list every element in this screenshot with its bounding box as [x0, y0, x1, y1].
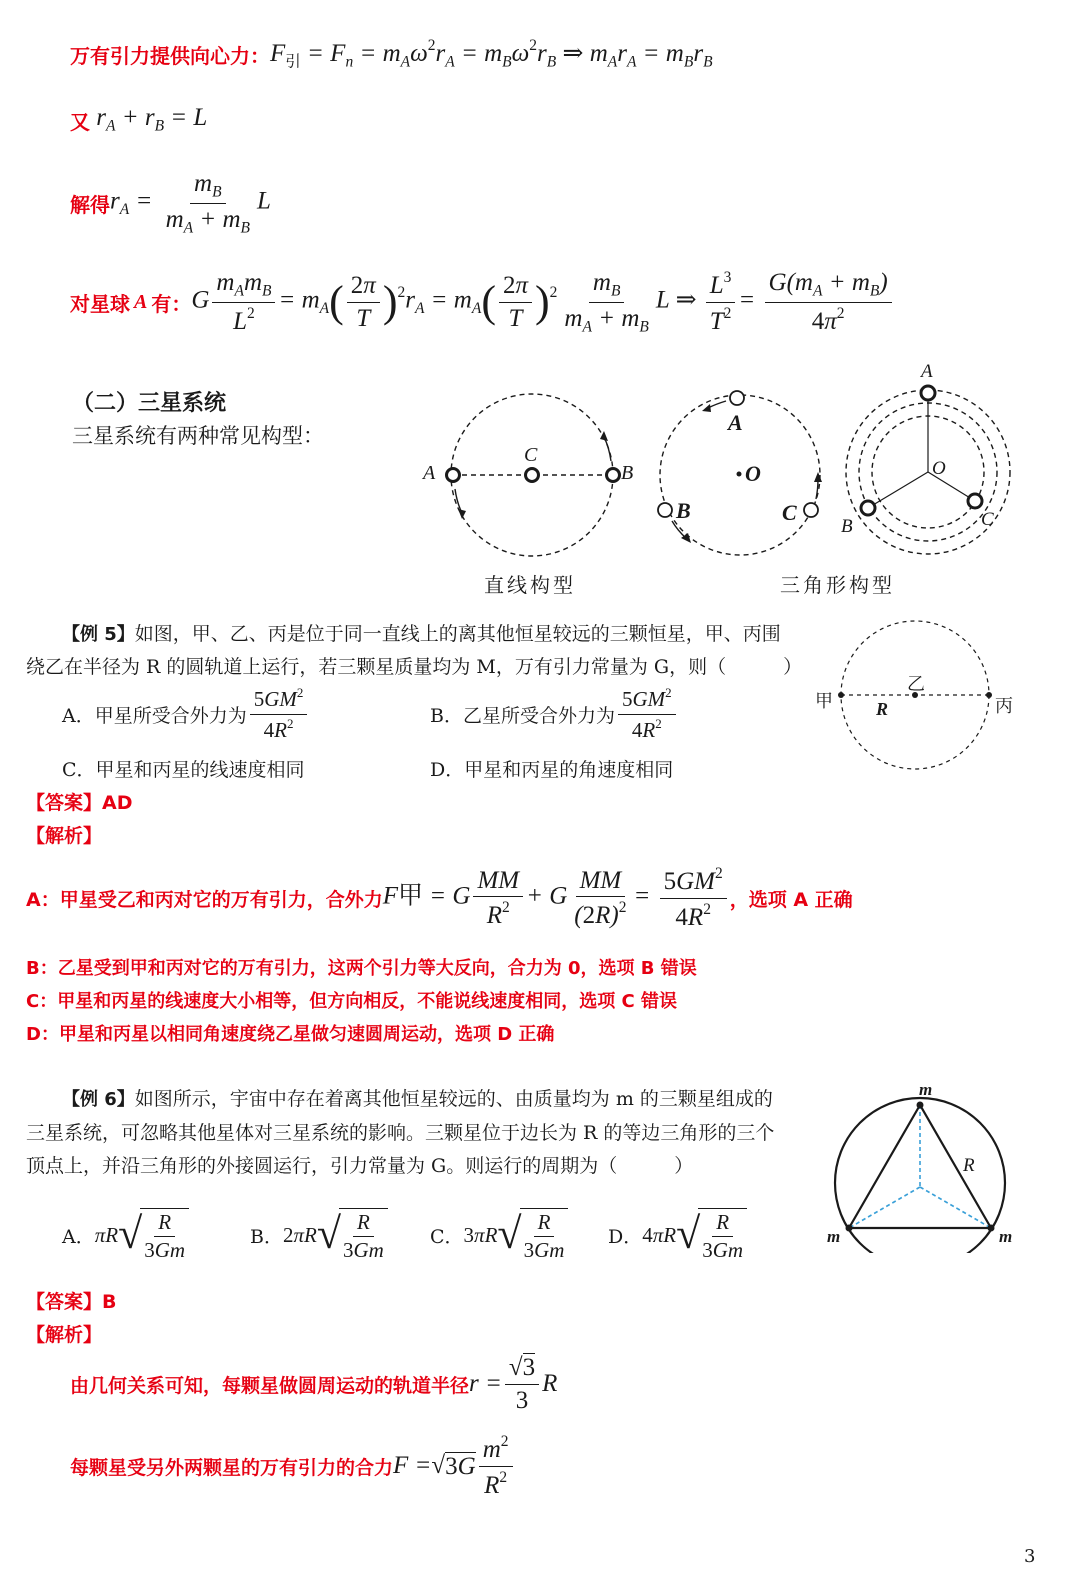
d1-label-A: A — [423, 462, 436, 484]
ex6-answer — [26, 1287, 117, 1314]
section-intro: 三星系统有两种常见构型： — [72, 424, 324, 448]
ex6-stem-3: 顶点上，并沿三角形的外接圆运行，引力常量为 G。则运行的周期为（ ） — [26, 1155, 694, 1177]
ex5-option-b-formula: $\frac{5GM^2}{4R^2}$ — [615, 686, 679, 741]
section-heading: （二）三星系统 — [72, 391, 227, 416]
ex6-solution-1-formula: r = $\frac{√3}{3}$ R — [469, 1354, 558, 1414]
d2-label-A: A — [728, 410, 743, 435]
ex6-option-d — [608, 1205, 747, 1265]
d1-label-C: C — [524, 444, 538, 466]
caption-triangle: 三角形构型 — [780, 573, 895, 597]
ex6-line1 — [62, 1083, 773, 1116]
ex6-option-d-label: D． — [608, 1225, 643, 1248]
ex5-solution-a-formula: F甲 = G $\frac{MM}{R^2}$ + G $\frac{MM}{(2R)^2}$ = $\frac{5GM^2}{4R^2}$ — [383, 865, 730, 931]
ex5-option-d: D．甲星和丙星的角速度相同 — [430, 759, 674, 781]
d2-label-O: O — [745, 461, 761, 486]
ex5-solution-a-suffix: ，选项 A 正确 — [729, 888, 853, 911]
ex6-solution-2-formula: F = √ 3G $\frac{m^2}{R^2}$ — [393, 1433, 516, 1499]
ex5-stem-1: 如图，甲、乙、丙是位于同一直线上的离其他恒星较远的三颗恒星，甲、丙围 — [134, 623, 781, 645]
ex6-stem-2: 三星系统，可忽略其他星体对三星系统的影响。三颗星位于边长为 R 的等边三角形的三个 — [26, 1122, 775, 1144]
line2-formula: $r_A + r_B = L$ — [90, 104, 208, 135]
ex5-answer-value: AD — [102, 792, 133, 814]
ex6-answer-value: B — [102, 1291, 117, 1313]
ex5-line1 — [62, 618, 781, 651]
ex6-solution-1-text: 由几何关系可知，每颗星做圆周运动的轨道半径 — [70, 1374, 470, 1397]
ex5-solution-a-prefix: A：甲星受乙和丙对它的万有引力，合外力 — [26, 888, 383, 911]
page-number: 3 — [1024, 1546, 1036, 1567]
ex5-solution-d: D：甲星和丙星以相同角速度绕乙星做匀速圆周运动，选项 D 正确 — [26, 1024, 555, 1045]
d2-label-C: C — [782, 500, 797, 525]
ex5-fig-bing: 丙 — [995, 696, 1013, 717]
ex6-analysis-label: 【解析】 — [26, 1324, 103, 1346]
ex5-option-a — [62, 685, 310, 742]
ex6-option-d-formula: 4 πR √ $\frac{R}{3Gm}$ — [642, 1208, 747, 1262]
ex6-option-c-formula: 3 πR √ $\frac{R}{3Gm}$ — [464, 1208, 569, 1262]
ex5-stem-2: 绕乙在半径为 R 的圆轨道上运行，若三颗星质量均为 M，万有引力常量为 G，则（ ） — [26, 656, 803, 678]
triangle-config-diagram-2 — [835, 360, 1020, 565]
d3-label-O: O — [932, 458, 946, 479]
ex5-option-b — [430, 685, 679, 742]
ex6-fig-m-right: m — [999, 1227, 1013, 1246]
ex6-stem-1: 如图所示，宇宙中存在着离其他恒星较远的、由质量均为 m 的三颗星组成的 — [134, 1088, 773, 1110]
ex6-figure — [822, 1078, 1027, 1253]
binary-line-4 — [70, 262, 895, 342]
ex6-fig-R: R — [963, 1155, 975, 1176]
ex5-answer-label: 【答案】 — [26, 792, 103, 814]
ex6-option-a-label: A． — [62, 1225, 95, 1248]
ex6-solution-2-text: 每颗星受另外两颗星的万有引力的合力 — [70, 1456, 394, 1479]
line4-suffix: 有： — [151, 291, 192, 316]
d3-label-C: C — [981, 509, 994, 530]
ex5-answer — [26, 788, 133, 815]
binary-line-1 — [70, 32, 713, 76]
line3-formula: $r_A$ = $\frac{m_B}{m_A + m_B}$ L — [110, 170, 271, 236]
line2-prefix: 又 — [70, 109, 90, 134]
ex5-tag: 【例 5】 — [62, 624, 135, 645]
line3-prefix: 解得 — [70, 192, 110, 217]
ex5-solution-b: B：乙星受到甲和丙对它的万有引力，这两个引力等大反向，合力为 0，选项 B 错误 — [26, 958, 697, 979]
ex6-tag: 【例 6】 — [62, 1089, 135, 1110]
binary-line-3 — [70, 168, 271, 238]
d3-label-A: A — [921, 361, 933, 382]
line4-formula: G $\frac{m_Am_B}{L^2}$ = $m_A$( $\frac{2\pi}{T}$ )$^2r_A = m_A$( $\frac{2\pi}{T}$ )$^2$ $\frac{m_B}{m_A + m_B}$ L ⇒ $\frac{L^3}{T^2}$ = $\frac{G(m_A + m_B)}{4\pi^2}$ — [191, 269, 894, 335]
binary-line-2 — [70, 100, 207, 140]
ex6-answer-label: 【答案】 — [26, 1291, 103, 1313]
ex5-option-c: C．甲星和丙星的线速度相同 — [62, 759, 305, 781]
ex6-fig-m-left: m — [827, 1227, 841, 1246]
ex6-option-a — [62, 1205, 189, 1265]
line1-label: 万有引力提供向心力： — [70, 43, 270, 68]
ex5-figure — [805, 612, 1030, 777]
d1-label-B: B — [621, 462, 634, 484]
ex6-option-a-formula: πR √ $\frac{R}{3Gm}$ — [95, 1208, 189, 1262]
ex5-option-b-label: B．乙星所受合外力为 — [430, 704, 615, 727]
line4-prefix: 对星球 — [70, 291, 130, 316]
linear-config-diagram — [415, 385, 640, 570]
ex6-option-c-label: C． — [430, 1225, 464, 1248]
ex5-option-a-label: A．甲星所受合外力为 — [62, 704, 247, 727]
ex6-option-b-formula: 2 πR √ $\frac{R}{3Gm}$ — [283, 1208, 388, 1262]
triangle-config-diagram-1 — [648, 385, 833, 570]
ex5-fig-yi: 乙 — [907, 674, 925, 695]
line1-formula: $F_引 = F_n = m_A\omega^2r_A = m_B\omega^2r_B$ ⇒ $m_Ar_A = m_Br_B$ — [270, 36, 713, 71]
ex5-fig-R: R — [876, 699, 889, 719]
ex6-solution-1 — [70, 1352, 557, 1416]
caption-linear: 直线构型 — [484, 573, 576, 597]
ex5-fig-jia: 甲 — [815, 691, 833, 712]
ex6-option-c — [430, 1205, 568, 1265]
d3-label-B: B — [841, 516, 853, 537]
ex5-solution-a — [26, 862, 853, 934]
ex6-fig-m-top: m — [919, 1080, 933, 1099]
ex6-option-b — [250, 1205, 388, 1265]
line4-star: A — [134, 290, 148, 313]
d2-label-B: B — [676, 498, 691, 523]
ex5-solution-c: C：甲星和丙星的线速度大小相等，但方向相反，不能说线速度相同，选项 C 错误 — [26, 991, 677, 1012]
ex6-option-b-label: B． — [250, 1225, 283, 1248]
ex6-solution-2 — [70, 1434, 516, 1498]
ex5-analysis-label: 【解析】 — [26, 825, 103, 847]
ex5-option-a-formula: $\frac{5GM^2}{4R^2}$ — [247, 686, 311, 741]
